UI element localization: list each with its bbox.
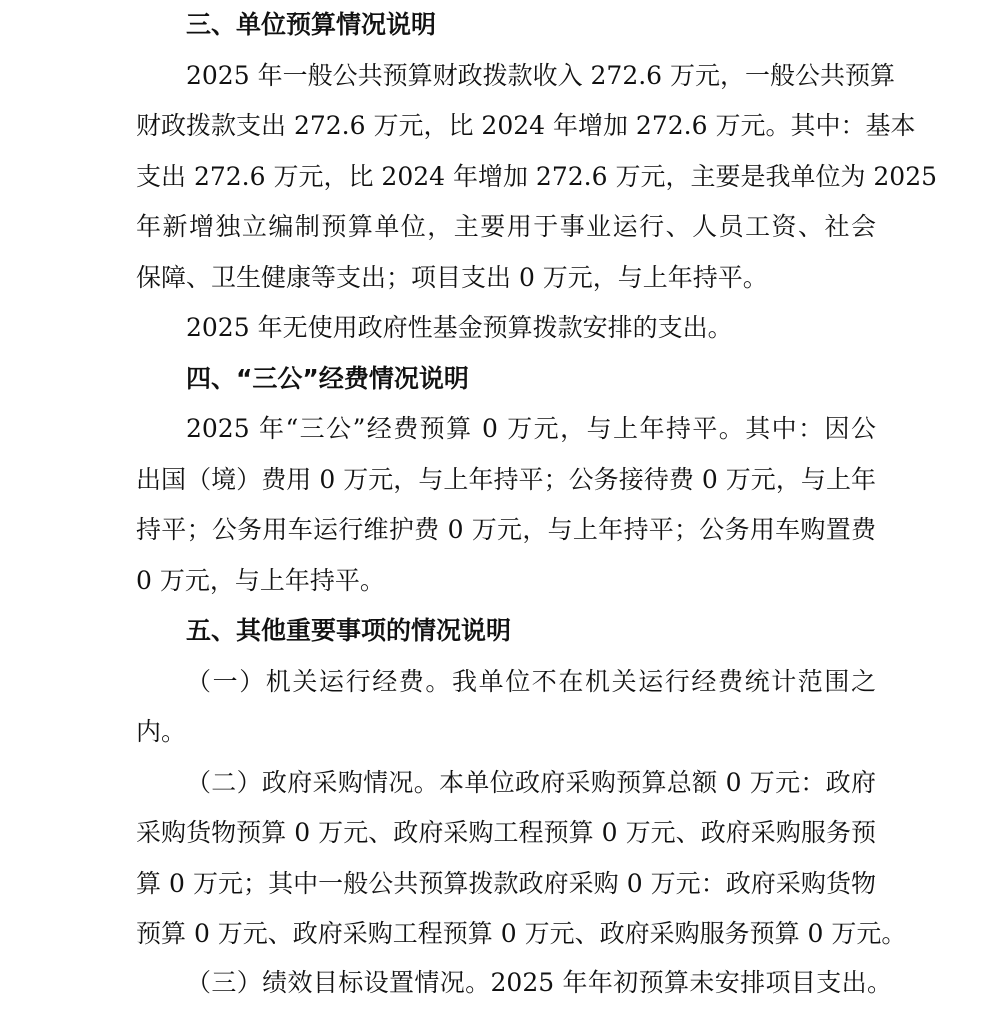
paragraph-line: 算 0 万元；其中一般公共预算拨款政府采购 0 万元：政府采购货物 (136, 869, 876, 898)
paragraph-line: 2025 年无使用政府性基金预算拨款安排的支出。 (186, 313, 733, 342)
paragraph-line: 内。 (136, 717, 187, 746)
section-heading-3: 三、单位预算情况说明 (186, 10, 437, 39)
paragraph-line: （二）政府采购情况。本单位政府采购预算总额 0 万元：政府 (186, 768, 876, 797)
paragraph-line: 采购货物预算 0 万元、政府采购工程预算 0 万元、政府采购服务预 (136, 818, 876, 847)
paragraph-line: 出国（境）费用 0 万元，与上年持平；公务接待费 0 万元，与上年 (136, 465, 876, 494)
paragraph-line: 0 万元，与上年持平。 (136, 566, 385, 595)
paragraph-line: （三）绩效目标设置情况。2025 年年初预算未安排项目支出。 (186, 968, 892, 997)
paragraph-line: 支出 272.6 万元，比 2024 年增加 272.6 万元，主要是我单位为 2025 (136, 162, 938, 191)
paragraph-line: 2025 年一般公共预算财政拨款收入 272.6 万元，一般公共预算 (186, 61, 896, 90)
paragraph-line: 财政拨款支出 272.6 万元，比 2024 年增加 272.6 万元。其中：基本 (136, 111, 916, 140)
paragraph-line: 预算 0 万元、政府采购工程预算 0 万元、政府采购服务预算 0 万元。 (136, 919, 907, 948)
paragraph-line: 保障、卫生健康等支出；项目支出 0 万元，与上年持平。 (136, 263, 768, 292)
paragraph-line: 年新增独立编制预算单位，主要用于事业运行、人员工资、社会 (136, 212, 876, 241)
section-heading-5: 五、其他重要事项的情况说明 (186, 616, 512, 645)
paragraph-line: （一）机关运行经费。我单位不在机关运行经费统计范围之 (186, 667, 876, 696)
paragraph-line: 持平；公务用车运行维护费 0 万元，与上年持平；公务用车购置费 (136, 515, 876, 544)
paragraph-line: 2025 年“三公”经费预算 0 万元，与上年持平。其中：因公 (186, 414, 876, 443)
section-heading-4: 四、“三公”经费情况说明 (186, 364, 469, 393)
